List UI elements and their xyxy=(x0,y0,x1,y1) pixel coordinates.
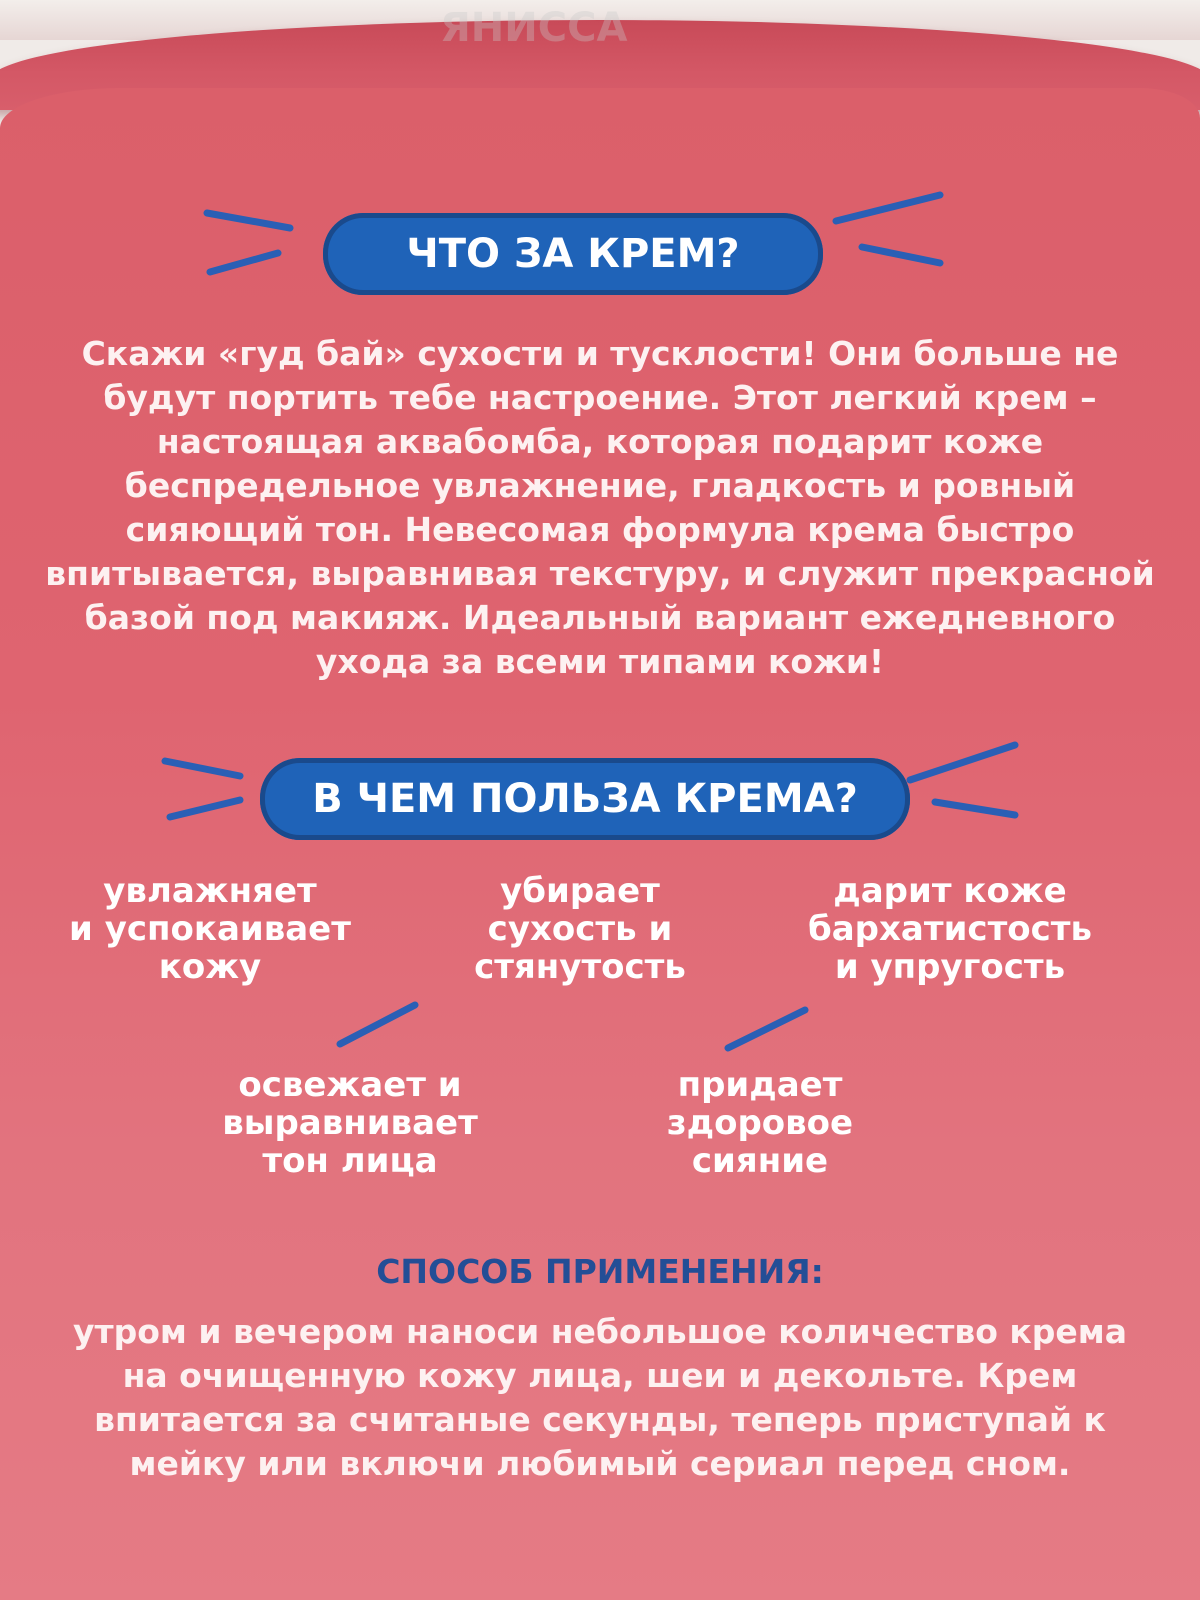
benefit-line: сухость и xyxy=(487,909,673,949)
description-line: будут портить тебе настроение. Этот легкий крем – xyxy=(103,378,1097,417)
benefit-line: сияние xyxy=(691,1141,829,1181)
benefit-healthy-glow xyxy=(620,1066,900,1180)
description-line: настоящая аквабомба, которая подарит коже xyxy=(156,422,1044,461)
description-paragraph xyxy=(10,332,1190,684)
usage-line: впитается за считаные секунды, теперь приступай к xyxy=(94,1400,1106,1439)
description-line: беспредельное увлажнение, гладкость и ровный xyxy=(124,466,1076,505)
benefit-line: тон лица xyxy=(262,1141,438,1181)
description-line: впитывается, выравнивая текстуру, и служит прекрасной xyxy=(45,554,1155,593)
benefit-line: убирает xyxy=(500,871,660,911)
benefit-moisturizes xyxy=(40,872,380,986)
description-line: базой под макияж. Идеальный вариант ежедневного xyxy=(84,598,1116,637)
benefit-line: стянутость xyxy=(474,947,686,987)
section-title-benefits: В ЧЕМ ПОЛЬЗА КРЕМА? xyxy=(260,758,910,840)
watermark: ЯНИССА xyxy=(440,5,628,51)
benefit-line: освежает и xyxy=(238,1065,462,1105)
benefit-evens-tone xyxy=(200,1066,500,1180)
benefit-line: дарит коже xyxy=(833,871,1067,911)
benefit-line: выравнивает xyxy=(222,1103,478,1143)
description-line: сияющий тон. Невесомая формула крема быстро xyxy=(125,510,1075,549)
description-line: ухода за всеми типами кожи! xyxy=(315,642,885,681)
benefit-line: здоровое xyxy=(666,1103,854,1143)
section-title-what-is-cream: ЧТО ЗА КРЕМ? xyxy=(323,213,823,295)
benefit-line: кожу xyxy=(158,947,262,987)
benefit-line: и успокаивает xyxy=(69,909,351,949)
description-line: Скажи «гуд бай» сухости и тусклости! Они больше не xyxy=(81,334,1119,373)
usage-line: на очищенную кожу лица, шеи и декольте. Крем xyxy=(122,1356,1078,1395)
benefit-line: бархатистость xyxy=(807,909,1092,949)
benefit-line: увлажняет xyxy=(103,871,317,911)
benefit-velvety-skin xyxy=(780,872,1120,986)
usage-paragraph xyxy=(10,1310,1190,1486)
section-title-usage: СПОСОБ ПРИМЕНЕНИЯ: xyxy=(376,1252,824,1291)
usage-line: утром и вечером наноси небольшое количество крема xyxy=(72,1312,1128,1351)
benefit-removes-dryness xyxy=(430,872,730,986)
benefit-line: придает xyxy=(677,1065,843,1105)
usage-line: мейку или включи любимый сериал перед сном. xyxy=(129,1444,1071,1483)
benefit-line: и упругость xyxy=(834,947,1066,987)
